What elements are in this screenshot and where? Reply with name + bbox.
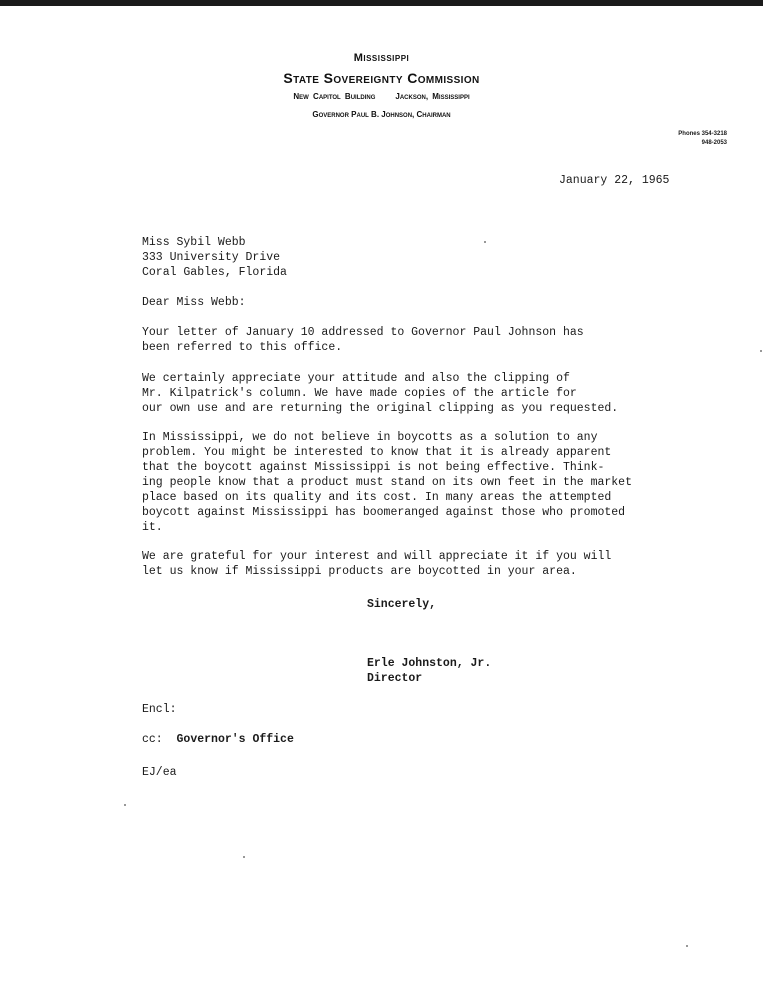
paragraph-line: that the boycott against Mississippi is not being effective. Think- xyxy=(142,461,605,474)
enclosure-note: Encl: xyxy=(142,703,177,716)
recipient-street: 333 University Drive xyxy=(142,251,281,264)
recipient-name: Miss Sybil Webb xyxy=(142,236,246,249)
scan-speck xyxy=(686,945,688,947)
paragraph-line: it. xyxy=(142,521,163,534)
signer-name: Erle Johnston, Jr. xyxy=(367,657,492,670)
paragraph-line: our own use and are returning the original clipping as you requested. xyxy=(142,402,619,415)
typist-initials: EJ/ea xyxy=(142,766,177,779)
cc-label: cc: xyxy=(142,733,163,746)
body-paragraph-1 xyxy=(142,325,584,355)
scan-speck xyxy=(124,804,126,806)
signature-block xyxy=(367,656,491,686)
signer-title: Director xyxy=(367,672,423,685)
paragraph-line: Mr. Kilpatrick's column. We have made copies of the article for xyxy=(142,387,577,400)
body-paragraph-4 xyxy=(142,549,611,579)
body-paragraph-2 xyxy=(142,371,618,416)
paragraph-line: place based on its quality and its cost. In many areas the attempted xyxy=(142,491,612,504)
scan-speck xyxy=(243,856,245,858)
top-edge-rule xyxy=(0,0,763,6)
letterhead-governor: Governor Paul B. Johnson, Chairman xyxy=(312,110,451,119)
paragraph-line: boycott against Mississippi has boomeranged against those who promoted xyxy=(142,506,626,519)
closing: Sincerely, xyxy=(367,598,437,611)
paragraph-line: Your letter of January 10 addressed to Governor Paul Johnson has xyxy=(142,326,584,339)
phone-line-2: 948-2053 xyxy=(701,140,727,146)
scan-speck xyxy=(484,241,486,243)
paragraph-line: problem. You might be interested to know that it is already apparent xyxy=(142,446,612,459)
letter-date: January 22, 1965 xyxy=(559,174,670,187)
letterhead-state: Mississippi xyxy=(353,52,410,64)
letterhead-address xyxy=(0,92,763,101)
body-paragraph-3 xyxy=(142,430,632,535)
letterhead-phones xyxy=(678,130,727,148)
phone-line-1: Phones 354-3218 xyxy=(678,131,727,137)
scan-speck xyxy=(760,350,762,352)
letterhead-city: Jackson, Mississippi xyxy=(395,92,470,101)
cc-recipient: Governor's Office xyxy=(176,733,294,746)
recipient-address xyxy=(142,235,287,280)
paragraph-line: let us know if Mississippi products are boycotted in your area. xyxy=(142,565,577,578)
paragraph-line: been referred to this office. xyxy=(142,341,343,354)
paragraph-line: We certainly appreciate your attitude and also the clipping of xyxy=(142,372,570,385)
paragraph-line: We are grateful for your interest and will appreciate it if you will xyxy=(142,550,612,563)
cc-line xyxy=(142,732,294,747)
paragraph-line: In Mississippi, we do not believe in boycotts as a solution to any xyxy=(142,431,598,444)
letterhead-commission: State Sovereignty Commission xyxy=(283,70,480,86)
paragraph-line: ing people know that a product must stand on its own feet in the market xyxy=(142,476,632,489)
recipient-city: Coral Gables, Florida xyxy=(142,266,287,279)
letterhead-building: New Capitol Building xyxy=(293,92,376,101)
salutation: Dear Miss Webb: xyxy=(142,296,246,309)
